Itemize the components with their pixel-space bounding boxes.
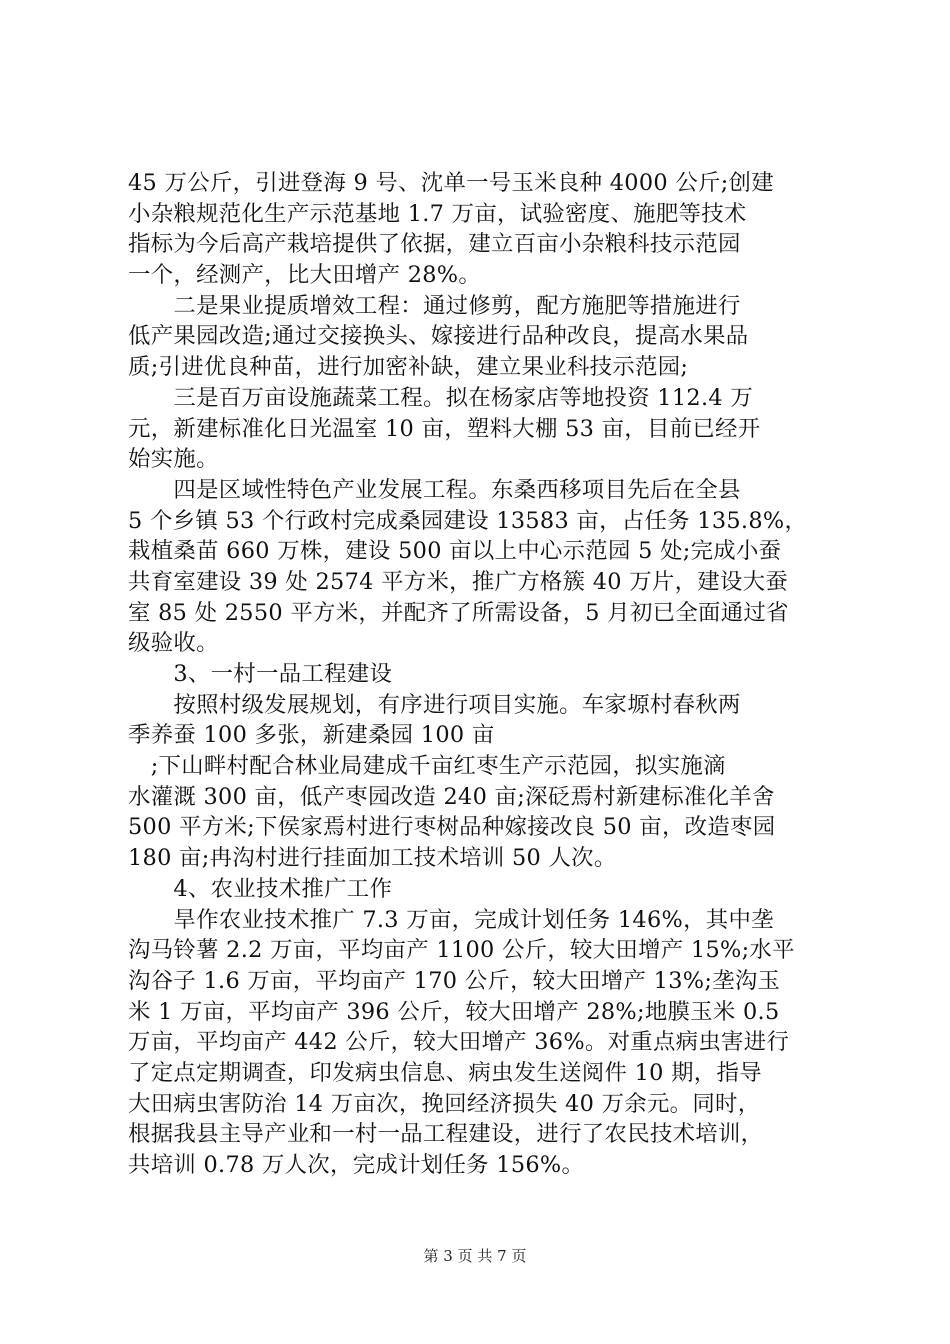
text-line: 三是百万亩设施蔬菜工程。拟在杨家店等地投资 112.4 万 bbox=[128, 384, 754, 411]
page-number: 第 3 页 共 7 页 bbox=[423, 1247, 527, 1265]
text-line: 二是果业提质增效工程：通过修剪，配方施肥等措施进行 bbox=[128, 292, 741, 319]
text-line: 根据我县主导产业和一村一品工程建设，进行了农民技术培训， bbox=[128, 1121, 764, 1148]
text-line: 栽植桑苗 660 万株，建设 500 亩以上中心示范园 5 处;完成小蚕 bbox=[128, 538, 782, 565]
text-line: 始实施。 bbox=[128, 446, 219, 473]
text-line: 指标为今后高产栽培提供了依据，建立百亩小杂粮科技示范园 bbox=[128, 231, 741, 258]
text-line: 季养蚕 100 多张，新建桑园 100 亩 bbox=[128, 722, 495, 749]
text-line: 级验收。 bbox=[128, 630, 219, 657]
text-line: 万亩，平均亩产 442 公斤，较大田增产 36%。对重点病虫害进行 bbox=[128, 1029, 790, 1056]
text-line: 500 平方米;下侯家焉村进行枣树品种嫁接改良 50 亩，改造枣园 bbox=[128, 814, 776, 841]
text-line: 低产果园改造;通过交接换头、嫁接进行品种改良，提高水果品 bbox=[128, 323, 749, 350]
text-line: 共培训 0.78 万人次，完成计划任务 156%。 bbox=[128, 1152, 585, 1178]
text-line: 米 1 万亩，平均亩产 396 公斤，较大田增产 28%;地膜玉米 0.5 bbox=[128, 998, 780, 1025]
document-body bbox=[128, 168, 828, 1181]
text-line: 水灌溉 300 亩，低产枣园改造 240 亩;深砭焉村新建标准化羊舍 bbox=[128, 783, 775, 810]
text-line: 元，新建标准化日光温室 10 亩，塑料大棚 53 亩，目前已经开 bbox=[128, 415, 761, 442]
text-line: ;下山畔村配合林业局建成千亩红枣生产示范园，拟实施滴 bbox=[128, 753, 726, 780]
text-line: 沟马铃薯 2.2 万亩，平均亩产 1100 公斤，较大田增产 15%;水平 bbox=[128, 937, 795, 964]
text-line: 四是区域性特色产业发展工程。东桑西移项目先后在全县 bbox=[128, 476, 741, 503]
text-line: 一个，经测产，比大田增产 28%。 bbox=[128, 262, 482, 289]
text-line: 旱作农业技术推广 7.3 万亩，完成计划任务 146%，其中垄 bbox=[128, 906, 774, 933]
text-line: 质;引进优良种苗，进行加密补缺，建立果业科技示范园; bbox=[128, 354, 689, 381]
text-line: 按照村级发展规划，有序进行项目实施。车家塬村春秋两 bbox=[128, 691, 741, 718]
text-line: 室 85 处 2550 平方米，并配齐了所需设备，5 月初已全面通过省 bbox=[128, 599, 789, 626]
text-line: 了定点定期调查，印发病虫信息、病虫发生送阅件 10 期，指导 bbox=[128, 1059, 762, 1086]
text-line: 180 亩;冉沟村进行挂面加工技术培训 50 人次。 bbox=[128, 845, 617, 872]
section-heading: 3、一村一品工程建设 bbox=[128, 661, 393, 687]
text-line: 小杂粮规范化生产示范基地 1.7 万亩，试验密度、施肥等技术 bbox=[128, 200, 747, 227]
text-line: 45 万公斤，引进登海 9 号、沈单一号玉米良种 4000 公斤;创建 bbox=[128, 170, 774, 196]
text-line: 沟谷子 1.6 万亩，平均亩产 170 公斤，较大田增产 13%;垄沟玉 bbox=[128, 967, 781, 994]
section-heading: 4、农业技术推广工作 bbox=[128, 875, 393, 902]
text-line: 大田病虫害防治 14 万亩次，挽回经济损失 40 万余元。同时， bbox=[128, 1090, 761, 1117]
text-line: 5 个乡镇 53 个行政村完成桑园建设 13583 亩，占任务 135.8%， bbox=[128, 507, 808, 534]
text-line: 共育室建设 39 处 2574 平方米，推广方格簇 40 万片，建设大蚕 bbox=[128, 568, 789, 595]
